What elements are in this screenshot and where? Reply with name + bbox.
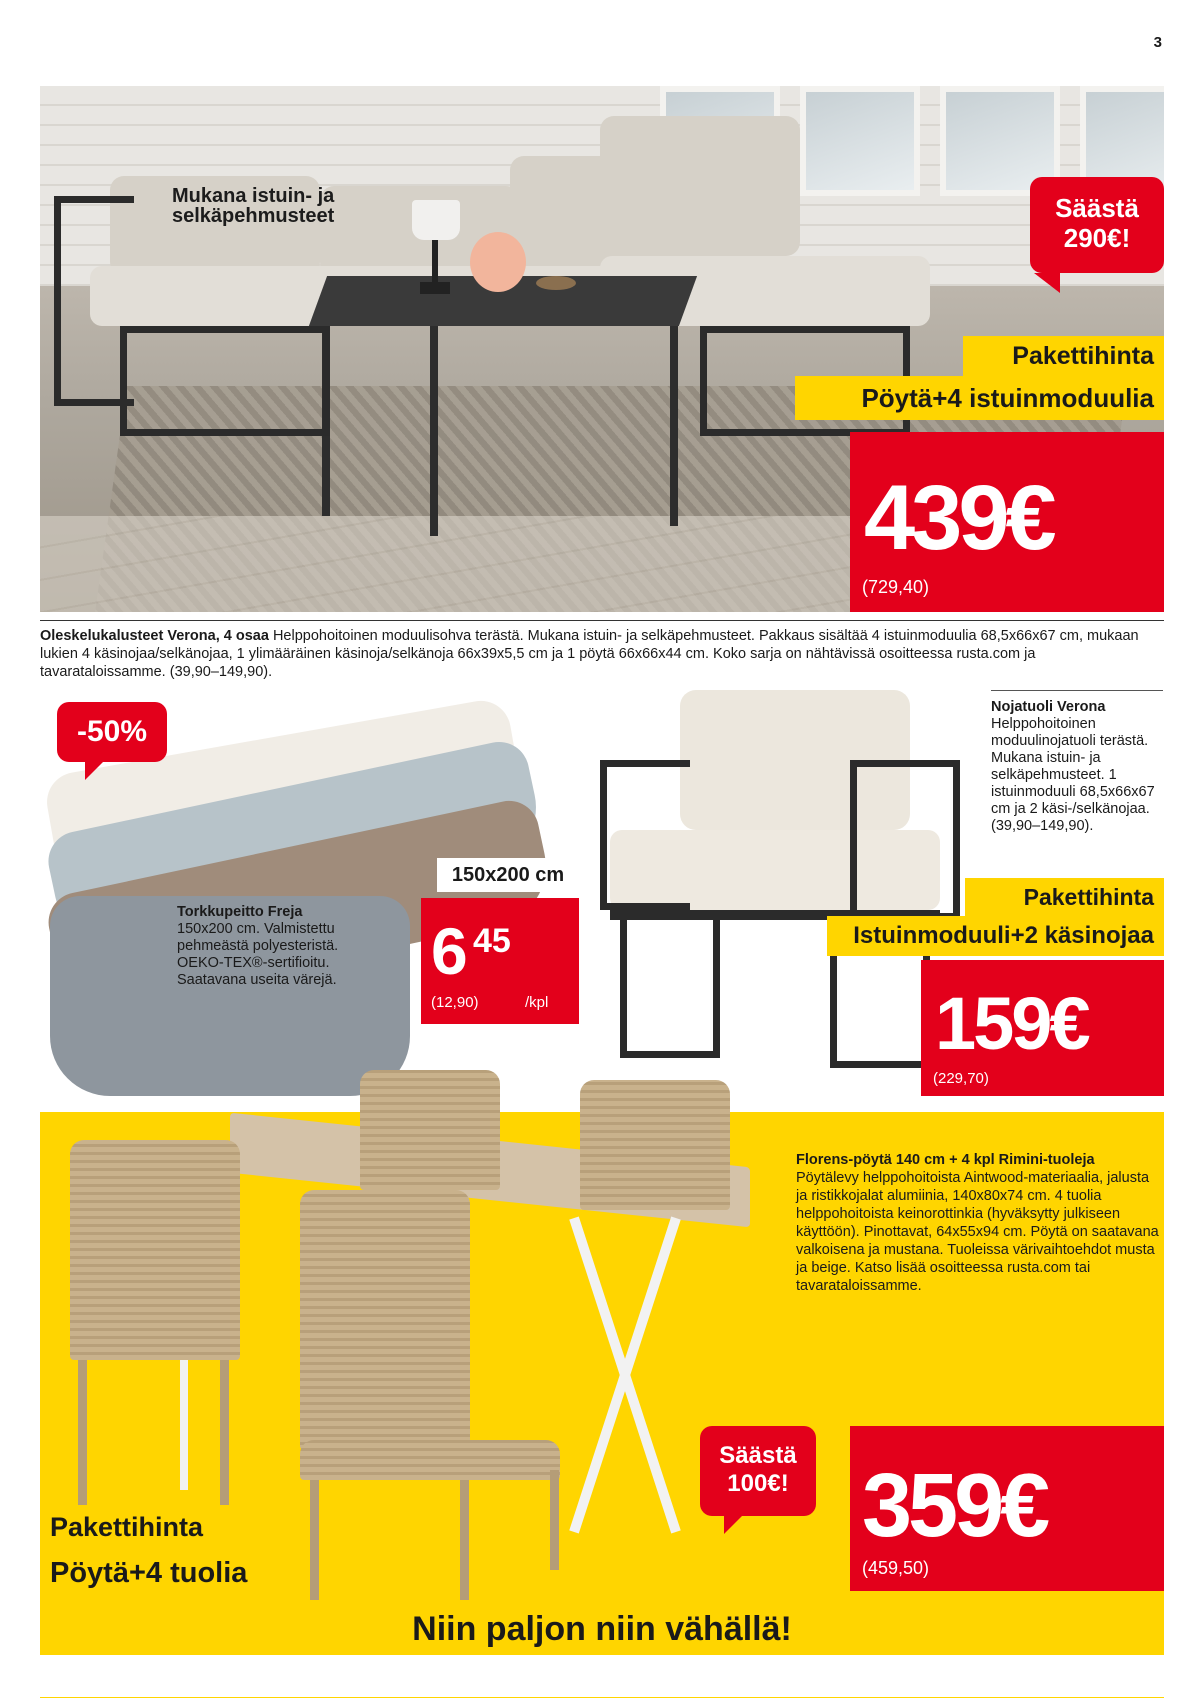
- blanket-unit: /kpl: [525, 994, 549, 1011]
- blanket-size-tag: 150x200 cm: [437, 858, 579, 892]
- dining-set-price: 359€: [862, 1456, 1047, 1556]
- armchair-package-label: Pakettihinta: [965, 878, 1164, 916]
- armchair-price: 159€: [935, 982, 1088, 1065]
- dining-set-price-box: [850, 1426, 1164, 1591]
- dining-package-contents: Pöytä+4 tuolia: [40, 1549, 298, 1597]
- blanket-old-price: (12,90): [431, 994, 479, 1011]
- armchair-old-price: (229,70): [933, 1070, 989, 1087]
- dining-set-name: Florens-pöytä 140 cm + 4 kpl Rimini-tuoleja: [796, 1152, 1095, 1168]
- lounge-set-name: Oleskelukalusteet Verona, 4 osaa: [40, 628, 269, 644]
- lounge-set-price: 439€: [864, 467, 1053, 569]
- lounge-set-details: Helppohoitoinen moduulisohva terästä. Mukana istuin- ja selkäpehmusteet. Pakkaus sisältää 4 istuinmoduulia 68,5x66x67 cm, mukaan lukien 4 käsinojaa/selkänojaa, 1 ylimääräinen käsinoja/selkänoja 66x39x5,5 cm ja 1 pöytä 66x66x44 cm. Koko sarja on nähtävissä osoitteessa rusta.com ja tavarataloissamme. (39,90–149,90).: [40, 628, 1139, 680]
- package-price-label: Pakettihinta: [963, 336, 1164, 376]
- lounge-set-price-box: [850, 432, 1164, 612]
- lounge-set-old-price: (729,40): [862, 577, 930, 597]
- armchair-price-box: [921, 960, 1164, 1096]
- dining-set-description: [796, 1151, 1162, 1295]
- cushions-included-note: Mukana istuin- ja selkäpehmusteet: [172, 185, 335, 227]
- blanket-name: Torkkupeitto Freja: [177, 904, 303, 920]
- blanket-details: 150x200 cm. Valmistettu pehmeästä polyesteristä. OEKO-TEX®-sertifioitu. Saatavana useita värejä.: [177, 921, 339, 988]
- armchair-details: Helppohoitoinen moduulinojatuoli terästä. Mukana istuin- ja selkäpehmusteet. 1 istuinmoduuli 68,5x66x67 cm ja 2 käsi-/selkänojaa. (39,90–149,90).: [991, 716, 1155, 834]
- dining-package-label: Pakettihinta: [40, 1505, 249, 1549]
- save-100-badge: Säästä 100€!: [700, 1426, 816, 1516]
- lounge-set-description: [40, 620, 1164, 681]
- blanket-price-integer: 6: [431, 914, 468, 988]
- package-contents-label: Pöytä+4 istuinmoduulia: [795, 376, 1164, 420]
- discount-50-badge: -50%: [57, 702, 167, 762]
- armchair-name: Nojatuoli Verona: [991, 699, 1106, 715]
- armchair-description: [991, 690, 1163, 835]
- armchair-package-contents: Istuinmoduuli+2 käsinojaa: [827, 916, 1164, 956]
- blanket-description: [177, 904, 377, 989]
- dining-set-old-price: (459,50): [862, 1558, 930, 1578]
- blanket-price-decimal: 45: [473, 922, 511, 960]
- page-number: 3: [1153, 34, 1162, 51]
- page-bottom-margin: [0, 1655, 1200, 1697]
- dining-set-details: Pöytälevy helppohoitoista Aintwood-materiaalia, jalusta ja ristikkojalat alumiinia, 140x80x74 cm. 4 tuolia helppohoitoista keinorottinkia (hyväksytty julkiseen käyttöön). Pinottavat, 64x55x94 cm. Pöytä on saatavana valkoisena ja mustana. Tuoleissa värivaihtoehdot musta ja beige. Katso lisää osoitteessa rusta.com tai tavarataloissamme.: [796, 1170, 1159, 1294]
- slogan-banner: Niin paljon niin vähällä!: [40, 1603, 1164, 1655]
- blanket-price-box: [421, 898, 579, 1024]
- save-290-badge: Säästä 290€!: [1030, 177, 1164, 273]
